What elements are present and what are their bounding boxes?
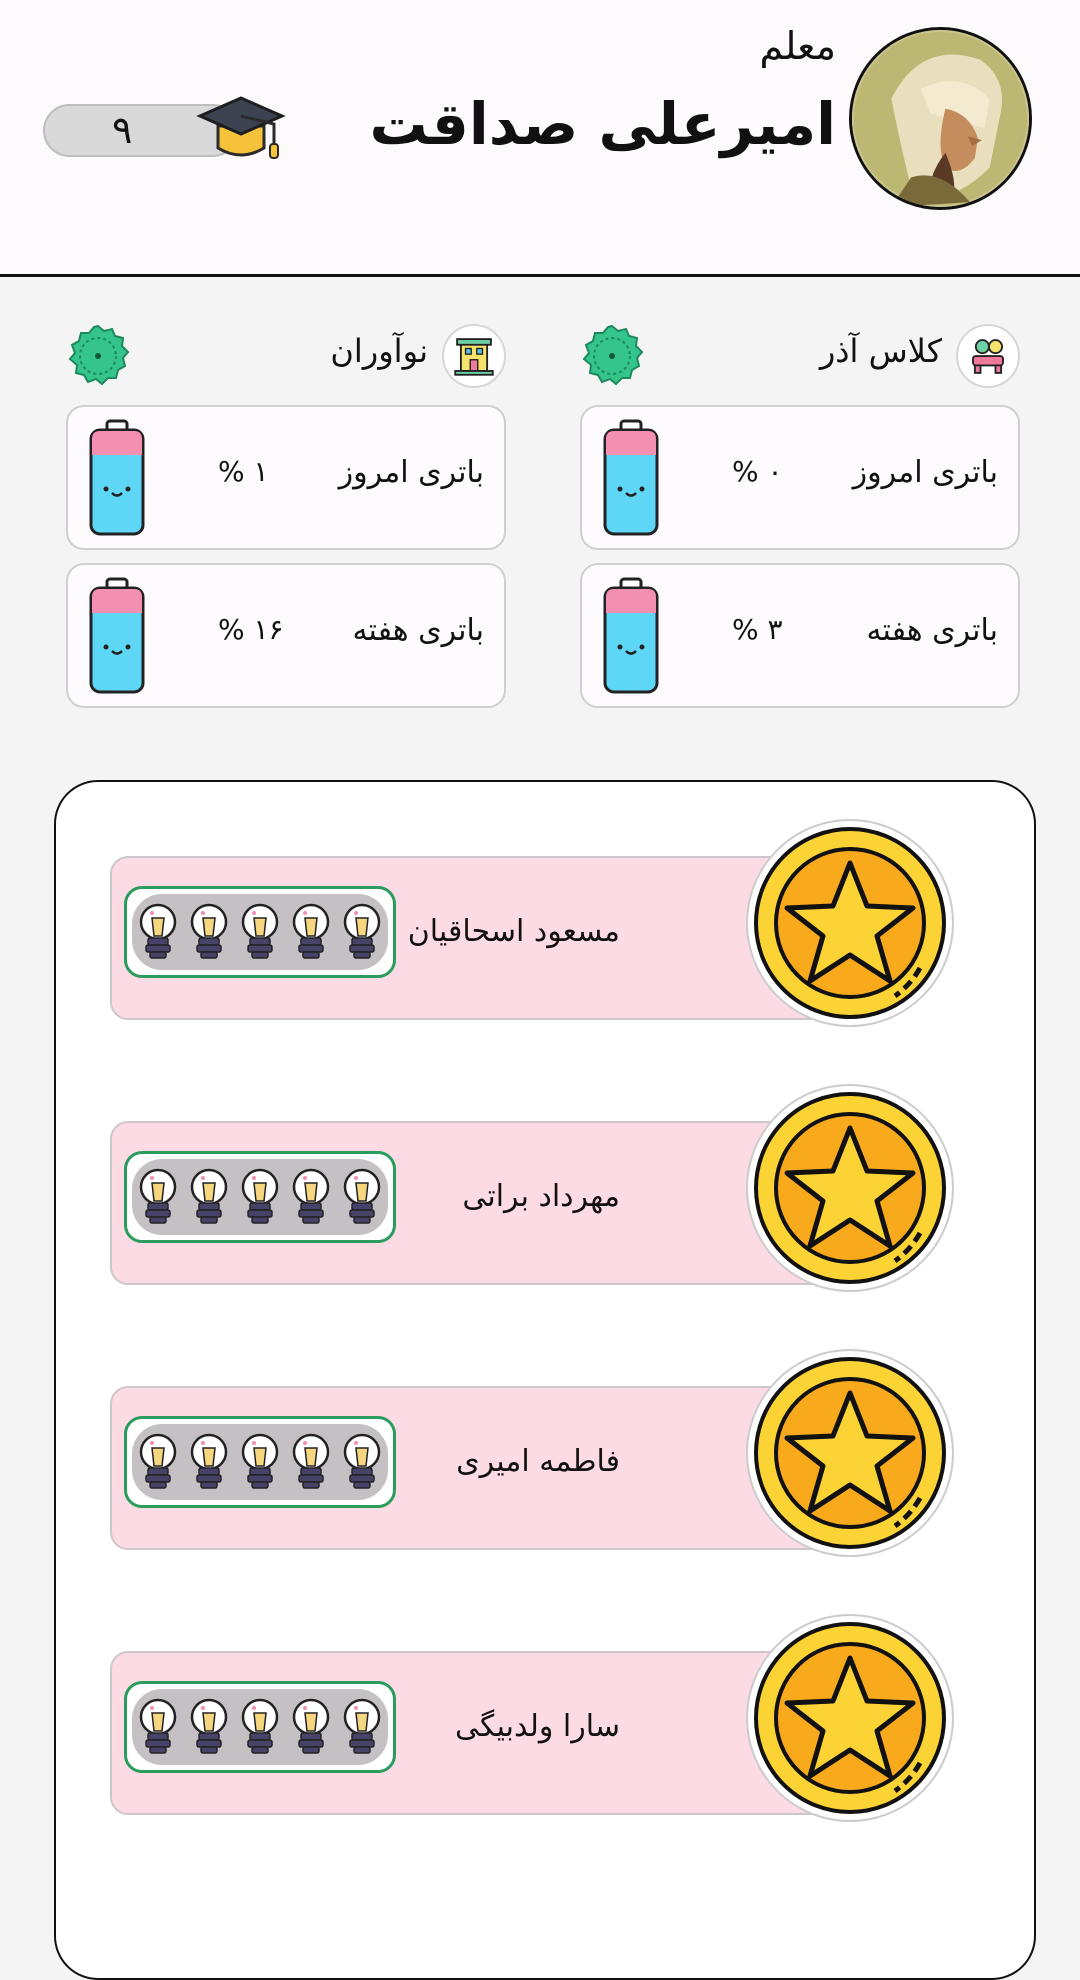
status-badge-icon (580, 324, 644, 388)
student-name: مهرداد براتی (462, 1179, 620, 1214)
class-card-noavaran[interactable] (66, 320, 506, 648)
battery-icon (602, 577, 660, 695)
lamp-track (132, 894, 388, 970)
lamp-icon (342, 1432, 382, 1492)
student-row[interactable] (110, 1083, 950, 1293)
student-row[interactable] (110, 818, 950, 1028)
score-value: ۹ (112, 108, 133, 152)
lamp-icon (342, 1167, 382, 1227)
battery-today-value: ۰ % (732, 455, 783, 488)
student-name: مسعود اسحاقیان (407, 914, 620, 949)
lamp-track (132, 1689, 388, 1765)
user-role: معلم (759, 24, 836, 68)
student-name: فاطمه امیری (456, 1444, 620, 1479)
battery-today-label: باتری امروز (852, 455, 998, 490)
class-card-azar[interactable] (580, 320, 1020, 648)
battery-week-card (580, 563, 1020, 708)
star-coin-icon[interactable] (745, 818, 955, 1028)
lamp-icon (240, 1697, 280, 1757)
battery-week-label: باتری هفته (866, 613, 998, 648)
lamp-group[interactable] (124, 1416, 396, 1508)
lamp-icon (189, 1432, 229, 1492)
battery-icon (602, 419, 660, 537)
lamp-icon (342, 1697, 382, 1757)
lamp-icon (138, 1432, 178, 1492)
building-icon (442, 324, 506, 388)
class-name: کلاس آذر (819, 332, 942, 370)
student-row[interactable] (110, 1348, 950, 1558)
status-badge-icon (66, 324, 130, 388)
battery-week-label: باتری هفته (352, 613, 484, 648)
profile-header (0, 0, 1080, 277)
lamp-icon (291, 1167, 331, 1227)
lamp-icon (240, 902, 280, 962)
lamp-group[interactable] (124, 886, 396, 978)
battery-today-card (580, 405, 1020, 550)
graduation-cap-icon (196, 88, 286, 168)
star-coin-icon[interactable] (745, 1348, 955, 1558)
avatar[interactable] (849, 27, 1032, 210)
lamp-icon (240, 1167, 280, 1227)
battery-week-value: ۱۶ % (218, 613, 284, 646)
lamp-icon (342, 902, 382, 962)
battery-icon (88, 577, 146, 695)
battery-today-card (66, 405, 506, 550)
battery-week-card (66, 563, 506, 708)
battery-today-label: باتری امروز (338, 455, 484, 490)
lamp-track (132, 1424, 388, 1500)
class-name: نوآوران (330, 332, 428, 370)
lamp-icon (291, 1432, 331, 1492)
lamp-icon (189, 1167, 229, 1227)
lamp-icon (138, 1167, 178, 1227)
lamp-icon (138, 902, 178, 962)
battery-icon (88, 419, 146, 537)
lamp-icon (189, 1697, 229, 1757)
lamp-icon (189, 902, 229, 962)
star-coin-icon[interactable] (745, 1083, 955, 1293)
teacher-portrait-icon (852, 30, 1029, 207)
lamp-track (132, 1159, 388, 1235)
lamp-icon (240, 1432, 280, 1492)
lamp-group[interactable] (124, 1151, 396, 1243)
battery-week-value: ۳ % (732, 613, 783, 646)
user-name: امیرعلی صداقت (369, 90, 836, 158)
lamp-icon (291, 902, 331, 962)
lamp-group[interactable] (124, 1681, 396, 1773)
students-icon (956, 324, 1020, 388)
lamp-icon (291, 1697, 331, 1757)
battery-today-value: ۱ % (218, 455, 269, 488)
student-name: سارا ولدبیگی (455, 1709, 620, 1744)
star-coin-icon[interactable] (745, 1613, 955, 1823)
student-row[interactable] (110, 1613, 950, 1823)
lamp-icon (138, 1697, 178, 1757)
